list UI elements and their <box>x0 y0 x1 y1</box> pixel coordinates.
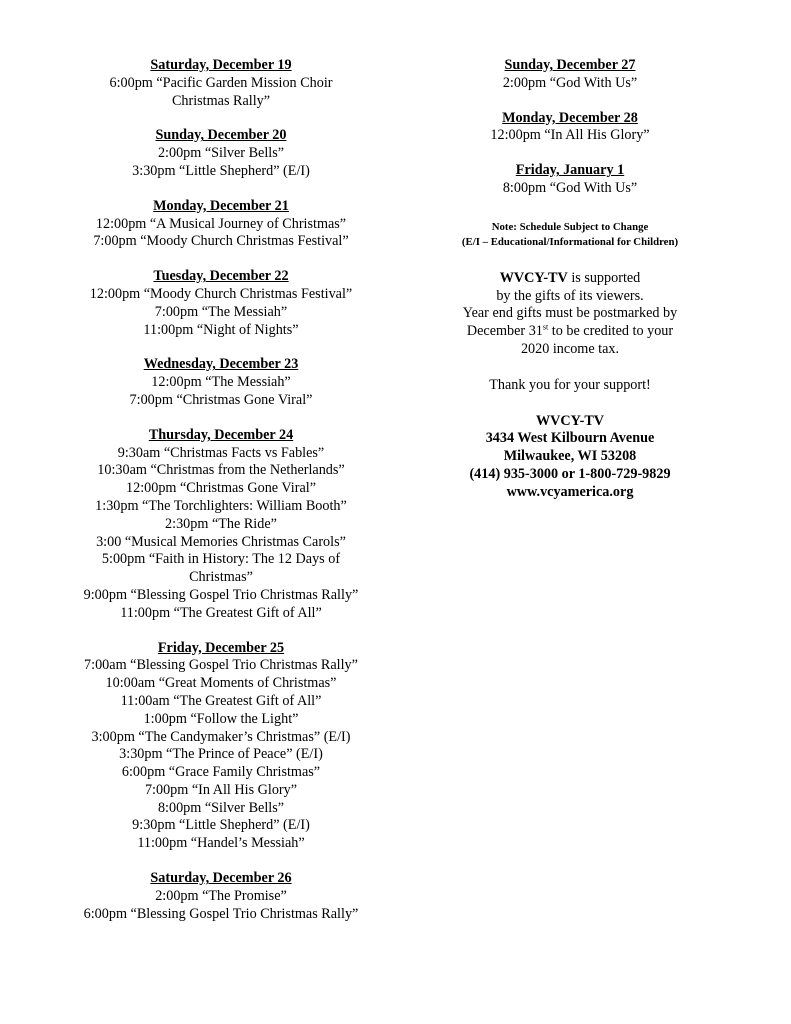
program-line: 6:00pm “Grace Family Christmas” <box>121 764 321 781</box>
note-ei-legend: (E/I – Educational/Informational for Children) <box>461 235 679 248</box>
program-line: 11:00pm “The Greatest Gift of All” <box>120 604 322 621</box>
program-line: 11:00pm “Night of Nights” <box>143 321 299 338</box>
right-column <box>420 57 720 502</box>
day-heading: Monday, December 28 <box>502 109 638 126</box>
contact-station-name: WVCY-TV <box>535 412 605 429</box>
schedule-day <box>40 356 402 409</box>
program-line: 9:30am “Christmas Facts vs Fables” <box>117 444 325 461</box>
day-heading: Saturday, December 19 <box>150 57 292 73</box>
program-line: 3:30pm “Little Shepherd” (E/I) <box>132 162 310 179</box>
contact-city: Milwaukee, WI 53208 <box>503 448 637 465</box>
program-line: 2:00pm “God With Us” <box>502 74 638 91</box>
program-line: 7:00pm “Moody Church Christmas Festival” <box>93 233 349 250</box>
program-line: 7:00pm “Christmas Gone Viral” <box>129 391 313 408</box>
note-schedule-change: Note: Schedule Subject to Change <box>491 220 649 233</box>
support-line-1-rest: is supported <box>567 269 641 286</box>
day-heading: Sunday, December 27 <box>504 57 636 73</box>
program-line: 7:00am “Blessing Gospel Trio Christmas Rally” <box>84 657 358 674</box>
program-line: 12:00pm “Christmas Gone Viral” <box>126 480 316 497</box>
program-line: 12:00pm “Moody Church Christmas Festival” <box>89 285 353 302</box>
day-heading: Friday, December 25 <box>157 639 285 656</box>
contact-website[interactable]: www.vcyamerica.org <box>506 483 634 500</box>
schedule-day <box>40 640 402 854</box>
contact-address: 3434 West Kilbourn Avenue <box>485 430 655 447</box>
day-heading: Friday, January 1 <box>515 162 625 179</box>
program-line: 8:00pm “Silver Bells” <box>157 799 285 816</box>
schedule-day <box>420 162 720 198</box>
support-station-name: WVCY-TV <box>499 269 568 286</box>
right-schedule-days <box>420 57 720 198</box>
schedule-note <box>420 220 720 250</box>
left-schedule-column <box>40 57 402 940</box>
program-line: 7:00pm “In All His Glory” <box>144 781 298 798</box>
day-heading: Tuesday, December 22 <box>153 268 289 285</box>
contact-block <box>420 413 720 502</box>
program-line: 9:30pm “Little Shepherd” (E/I) <box>132 817 310 834</box>
program-line: 11:00pm “Handel’s Messiah” <box>137 835 305 852</box>
program-line: 8:00pm “God With Us” <box>502 179 638 196</box>
program-line: 2:00pm “Silver Bells” <box>157 145 285 162</box>
program-line: 12:00pm “In All His Glory” <box>490 127 650 144</box>
schedule-day <box>40 870 402 923</box>
support-line-4-rest: to be credited to your <box>548 323 674 340</box>
program-line: Christmas Rally” <box>171 92 271 109</box>
program-line: 10:30am “Christmas from the Netherlands” <box>97 462 345 479</box>
schedule-day <box>40 268 402 339</box>
schedule-day <box>420 57 720 93</box>
program-line: 3:30pm “The Prince of Peace” (E/I) <box>119 746 323 763</box>
schedule-day <box>40 427 402 623</box>
day-heading: Wednesday, December 23 <box>143 356 299 373</box>
thank-you-text: Thank you for your support! <box>489 376 651 393</box>
program-line: 3:00 “Musical Memories Christmas Carols” <box>96 533 346 550</box>
program-line: 6:00pm “Pacific Garden Mission Choir <box>109 74 333 91</box>
program-line: 6:00pm “Blessing Gospel Trio Christmas Rally” <box>83 905 359 922</box>
program-line: 2:30pm “The Ride” <box>165 515 277 532</box>
program-line: Christmas” <box>189 569 253 586</box>
program-line: 12:00pm “A Musical Journey of Christmas” <box>95 215 347 232</box>
program-line: 10:00am “Great Moments of Christmas” <box>105 675 337 692</box>
program-line: 12:00pm “The Messiah” <box>151 374 291 391</box>
day-heading: Thursday, December 24 <box>148 426 294 443</box>
support-line-3: Year end gifts must be postmarked by <box>462 305 678 322</box>
program-line: 7:00pm “The Messiah” <box>154 303 288 320</box>
support-date-suffix: st <box>542 322 549 332</box>
schedule-day <box>40 198 402 251</box>
support-line-5: 2020 income tax. <box>520 340 620 357</box>
support-line-1 <box>420 270 720 288</box>
support-line-4 <box>420 323 720 341</box>
day-heading: Sunday, December 20 <box>155 127 287 144</box>
support-line-2: by the gifts of its viewers. <box>496 287 644 304</box>
program-line: 11:00am “The Greatest Gift of All” <box>120 692 322 709</box>
program-line: 2:00pm “The Promise” <box>155 887 287 904</box>
day-heading: Monday, December 21 <box>153 197 289 214</box>
support-date: December 31 <box>466 323 543 340</box>
support-message <box>420 270 720 359</box>
program-line: 1:00pm “Follow the Light” <box>143 710 299 727</box>
program-line: 3:00pm “The Candymaker’s Christmas” (E/I) <box>91 728 351 745</box>
contact-phone: (414) 935-3000 or 1-800-729-9829 <box>469 465 671 482</box>
schedule-day <box>40 127 402 180</box>
day-heading: Saturday, December 26 <box>150 870 292 887</box>
program-line: 9:00pm “Blessing Gospel Trio Christmas Rally” <box>83 586 359 603</box>
schedule-day <box>40 57 402 110</box>
program-line: 5:00pm “Faith in History: The 12 Days of <box>101 551 341 568</box>
schedule-day <box>420 110 720 146</box>
program-line: 1:30pm “The Torchlighters: William Booth” <box>95 497 347 514</box>
